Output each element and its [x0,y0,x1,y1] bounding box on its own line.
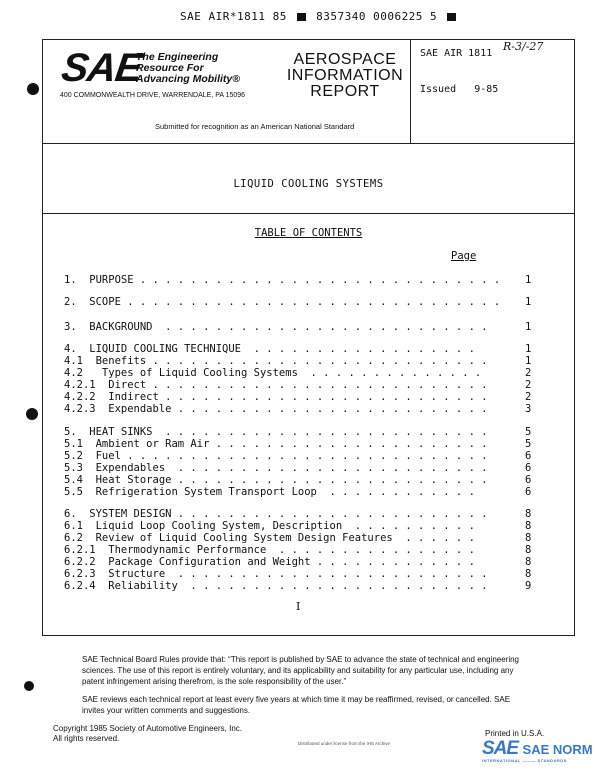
rights-line: All rights reserved. [53,734,120,743]
toc-page: 1 [525,355,532,367]
toc-row [64,486,532,498]
handwritten-note: R-3/-27 [503,40,544,53]
toc-page: 5 [525,438,532,450]
toc-row [64,544,532,556]
toc-entry: 6.2.2 Package Configuration and Weight . . . . . . . . . . . . . [64,556,475,568]
sae-logo [58,46,145,90]
toc-page: 2 [525,391,532,403]
toc-page: 1 [525,343,532,355]
toc-title: TABLE OF CONTENTS [254,227,363,239]
toc-row [64,355,532,367]
address: 400 COMMONWEALTH DRIVE, WARRENDALE, PA 15096 [60,92,246,99]
issued-date: 9-85 [474,84,499,95]
header-barcode [180,10,459,23]
copyright [53,724,242,744]
sae-norm-logo [482,738,593,763]
toc-entry: 4.2 Types of Liquid Cooling Systems . . . . . . . . . . . . . . [64,367,482,379]
toc-row [64,403,532,415]
board-rules-text: SAE Technical Board Rules provide that: “This report is published by SAE to advance the state of technical and engineering sciences. The use of this report is entirely voluntary, and its applicability and suitability for any particular use, including any patent infringement arising therefrom, is the sole responsibility of the user.” [82,655,519,686]
toc-row [64,438,532,450]
tagline-line-3: Advancing Mobility® [136,73,240,85]
toc-page: 6 [525,462,532,474]
sae-logo-text: SAE [58,46,145,90]
toc-page-header: Page [451,250,477,262]
punch-hole-bottom [24,681,34,691]
toc-page: 6 [525,450,532,462]
toc-entry: 6.1 Liquid Loop Cooling System, Description . . . . . . . . . . [64,520,475,532]
submitted-note: Submitted for recognition as an American National Standard [155,122,355,131]
barcode-left-text: SAE AIR*1811 85 [180,10,287,23]
toc-page: 8 [525,508,532,520]
toc-entry: 3. BACKGROUND . . . . . . . . . . . . . . . . . . . . . . . . . . [64,321,488,333]
punch-hole-top [27,83,39,95]
toc-row [64,532,532,544]
toc-row [64,296,532,308]
toc-row [64,508,532,520]
toc-page: 2 [525,367,532,379]
toc-entry: 2. SCOPE . . . . . . . . . . . . . . . . . . . . . . . . . . . . . . [64,296,501,308]
toc-page: 1 [525,274,532,286]
toc-page: 8 [525,532,532,544]
toc-page: 6 [525,474,532,486]
toc-entry: 5.1 Ambient or Ram Air . . . . . . . . . . . . . . . . . . . . . . [64,438,488,450]
toc-row [64,580,532,592]
toc-row [64,426,532,438]
toc-entry: 4.2.1 Direct . . . . . . . . . . . . . . . . . . . . . . . . . . . [64,379,488,391]
toc-row [64,343,532,355]
doc-type-line-1: AEROSPACE [293,51,397,68]
toc-page: 6 [525,486,532,498]
toc-row [64,367,532,379]
document-title: LIQUID COOLING SYSTEMS [233,178,384,190]
header-divider [43,143,574,144]
doc-type-line-2: INFORMATION [286,67,404,84]
toc-row [64,379,532,391]
toc-page: 8 [525,568,532,580]
copyright-line: Copyright 1985 Society of Automotive Engineers, Inc. [53,724,242,733]
toc-entry: 4.2.2 Indirect . . . . . . . . . . . . . . . . . . . . . . . . . . [64,391,488,403]
toc-row [64,391,532,403]
toc-row [64,462,532,474]
toc-entry: 5.2 Fuel . . . . . . . . . . . . . . . . . . . . . . . . . . . . . [64,450,488,462]
toc-row [64,568,532,580]
toc-row [64,474,532,486]
toc-entry: 5.3 Expendables . . . . . . . . . . . . . . . . . . . . . . . . . [64,462,488,474]
toc-page: 1 [525,296,532,308]
toc-page: 2 [525,379,532,391]
toc-page: 8 [525,556,532,568]
sae-tagline [136,52,240,85]
toc-row [64,556,532,568]
distribution-note: Distributed under license from the IHS Archive [298,741,391,746]
toc-page: 3 [525,403,532,415]
document-number: SAE AIR 1811 [420,48,493,59]
tagline-line-2: Resource For [136,62,204,74]
tagline-line-1: The Engineering [136,51,219,63]
toc-page: 5 [525,426,532,438]
document-type [270,52,420,100]
issued-info [420,84,498,95]
footer-text [82,654,527,716]
toc-entry: 6.2.3 Structure . . . . . . . . . . . . . . . . . . . . . . . . . [64,568,488,580]
barcode-right-text: 8357340 0006225 5 [316,10,438,23]
toc-row [64,520,532,532]
doc-type-line-3: REPORT [310,83,380,100]
toc-entry: 6.2 Review of Liquid Cooling System Design Features . . . . . . [64,532,475,544]
toc-entry: 6.2.1 Thermodynamic Performance . . . . . . . . . . . . . . . . [64,544,475,556]
toc-entry: 5.4 Heat Storage . . . . . . . . . . . . . . . . . . . . . . . . . [64,474,488,486]
barcode-block-1 [297,13,306,21]
printed-in: Printed in U.S.A. [485,729,545,738]
toc-entry: 5.5 Refrigeration System Transport Loop . . . . . . . . . . . . [64,486,475,498]
sae-norm-subtext: INTERNATIONAL ——— STANDARDS [482,758,567,763]
toc-page: 8 [525,544,532,556]
toc-entry: 4.2.3 Expendable . . . . . . . . . . . . . . . . . . . . . . . . . [64,403,488,415]
sae-norm-mark: SAE [482,738,519,759]
page-number-roman: I [296,600,301,613]
toc-page: 9 [525,580,532,592]
barcode-block-2 [447,13,456,21]
toc-row [64,321,532,333]
issued-label: Issued [420,84,457,95]
toc-entry: 1. PURPOSE . . . . . . . . . . . . . . . . . . . . . . . . . . . . . [64,274,501,286]
sae-norm-text: SAE NORM [522,742,593,757]
title-divider [43,213,574,214]
toc-entry: 4. LIQUID COOLING TECHNIQUE . . . . . . . . . . . . . . . . . . [64,343,475,355]
toc-entry: 6. SYSTEM DESIGN . . . . . . . . . . . . . . . . . . . . . . . . . [64,508,488,520]
review-text: SAE reviews each technical report at least every five years at which time it may be reaffirmed, revised, or cancelled. SAE invites your written comments and suggestions. [82,695,511,715]
toc-entry: 5. HEAT SINKS . . . . . . . . . . . . . . . . . . . . . . . . . . [64,426,488,438]
toc-entry: 4.1 Benefits . . . . . . . . . . . . . . . . . . . . . . . . . . . [64,355,488,367]
toc-page: 8 [525,520,532,532]
punch-hole-middle [26,408,38,420]
toc-row [64,450,532,462]
toc-row [64,274,532,286]
toc-entry: 6.2.4 Reliability . . . . . . . . . . . . . . . . . . . . . . . . [64,580,488,592]
toc-page: 1 [525,321,532,333]
